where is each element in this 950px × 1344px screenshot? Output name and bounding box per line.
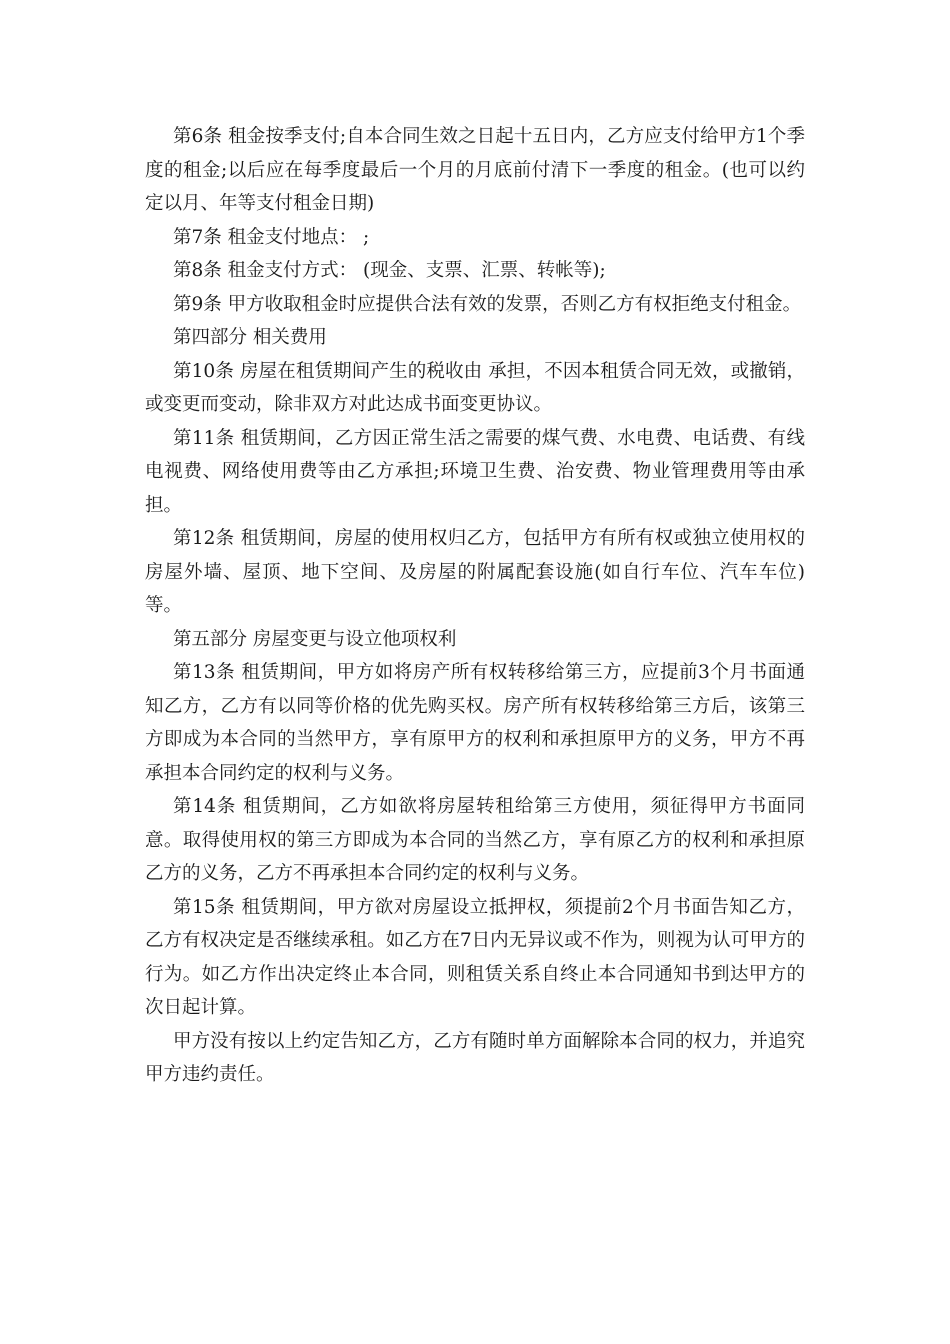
article-6: 第6条 租金按季支付;自本合同生效之日起十五日内，乙方应支付给甲方1个季度的租金;以后应在每季度最后一个月的月底前付清下一季度的租金。(也可以约定以月、年等支付租金日期) <box>145 126 805 214</box>
article-8: 第8条 租金支付方式： (现金、支票、汇票、转帐等); <box>173 260 606 281</box>
article-14: 第14条 租赁期间，乙方如欲将房屋转租给第三方使用，须征得甲方书面同意。取得使用权的第三方即成为本合同的当然乙方，享有原乙方的权利和承担原乙方的义务，乙方不再承担本合同约定的权利与义务。 <box>145 796 805 884</box>
section-heading-part-4: 第四部分 相关费用 <box>173 327 327 348</box>
article-12: 第12条 租赁期间，房屋的使用权归乙方，包括甲方有所有权或独立使用权的房屋外墙、屋顶、地下空间、及房屋的附属配套设施(如自行车位、汽车车位)等。 <box>145 528 805 616</box>
article-13: 第13条 租赁期间，甲方如将房产所有权转移给第三方，应提前3个月书面通知乙方，乙方有以同等价格的优先购买权。房产所有权转移给第三方后，该第三方即成为本合同的当然甲方，享有原甲方的权利和承担原甲方的义务，甲方不再承担本合同约定的权利与义务。 <box>145 662 805 784</box>
section-heading-part-5: 第五部分 房屋变更与设立他项权利 <box>173 628 457 650</box>
article-10: 第10条 房屋在租赁期间产生的税收由 承担，不因本租赁合同无效，或撤销，或变更而变动，除非双方对此达成书面变更协议。 <box>145 360 805 415</box>
article-9: 第9条 甲方收取租金时应提供合法有效的发票，否则乙方有权拒绝支付租金。 <box>173 293 802 315</box>
article-15: 第15条 租赁期间，甲方欲对房屋设立抵押权，须提前2个月书面告知乙方，乙方有权决定是否继续承租。如乙方在7日内无异议或不作为，则视为认可甲方的行为。如乙方作出决定终止本合同，则租赁关系自终止本合同通知书到达甲方的次日起计算。 <box>145 896 805 1018</box>
article-7: 第7条 租金支付地点： ; <box>173 226 370 248</box>
closing-paragraph: 甲方没有按以上约定告知乙方，乙方有随时单方面解除本合同的权力，并追究甲方违约责任。 <box>145 1030 805 1085</box>
article-11: 第11条 租赁期间，乙方因正常生活之需要的煤气费、水电费、电话费、有线电视费、网络使用费等由乙方承担;环境卫生费、治安费、物业管理费用等由承担。 <box>145 427 805 516</box>
contract-body <box>145 120 805 1092</box>
